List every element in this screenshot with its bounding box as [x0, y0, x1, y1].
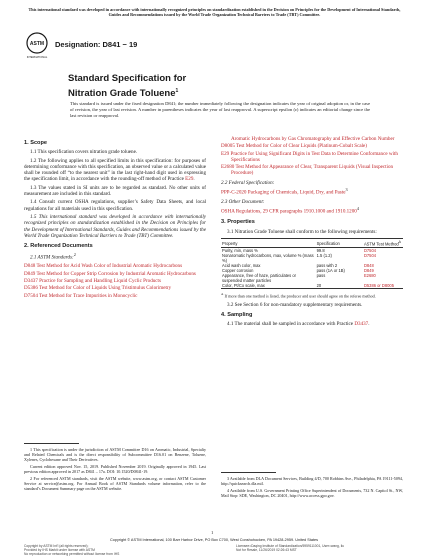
- footnotes-right: [221, 476, 403, 500]
- link-d849[interactable]: D849: [24, 270, 36, 277]
- cell-spec: 1.5 (1.2): [316, 253, 332, 259]
- reference-title[interactable]: Test Method for Trace Impurities in Monocyclic: [37, 292, 138, 299]
- cell-spec: pass with 2: [316, 263, 338, 269]
- para-1-4: 1.4 Consult current OSHA regulations, supplier’s Safety Data Sheets, and local regulations for all materials used in this specification.: [24, 199, 206, 212]
- footnote-rule-right: [221, 472, 276, 473]
- cell-property: Nonaromatic hydrocarbons, max, volume % (mass %): [222, 253, 314, 264]
- cell-property: Purity, min, mass %: [222, 248, 258, 254]
- reference-title[interactable]: Test Method for Copper Strip Corrosion by Industrial Aromatic Hydrocarbons: [35, 270, 196, 277]
- section-properties-heading: 3. Properties: [221, 219, 255, 226]
- reference-item: [24, 263, 206, 269]
- cell-property: Copper corrosion: [222, 268, 254, 274]
- left-column: [24, 136, 206, 300]
- federal-spec-item: [221, 187, 403, 196]
- para-1-5: 1.5 This international standard was developed in accordance with internationally recognized principles on standardization established in the Decision on Principles for the Development of International Standards, Guides and Recommendations issued by the World Trade Organization Technical Barriers to Trade (TBT) Committee.: [24, 213, 206, 239]
- astm-logo: [26, 32, 48, 60]
- title-line-2: [68, 85, 368, 100]
- para-1-3: 1.3 The values stated in SI units are to be regarded as standard. No other units of measurement are included in this standard.: [24, 184, 206, 198]
- reference-item: [24, 285, 206, 291]
- reference-continuation[interactable]: Aromatic Hydrocarbons by Gas Chromatography and Effective Carbon Number: [231, 136, 395, 142]
- link-osha[interactable]: OSHA Regulations, 29 CFR paragraphs 1910.1000 and 1910.1200: [221, 209, 357, 216]
- footnote-1-edition: Current edition approved Nov. 15, 2019. Published November 2019. Originally approved in 1945. Last previous edition approved in 2017 as D841 – 17a. DOI: 10.1520/D0841-19.: [24, 464, 206, 474]
- title-footnote-marker: 1: [175, 88, 179, 94]
- reference-item: [24, 278, 206, 284]
- tbt-banner: This international standard was developed in accordance with internationally recognized principles on standardization established in the Decision on Principles for the Development of International Standards, Guides and Recommendations issued by the World Trade Organization Technical Barriers to Trade (TBT) Committee.: [28, 7, 401, 18]
- cell-method-link[interactable]: D7504: [363, 253, 377, 259]
- para-1-1: 1.1 This specification covers nitration grade toluene.: [30, 149, 138, 156]
- reference-item: [24, 293, 206, 299]
- reference-list: [24, 263, 206, 298]
- table-row: [221, 283, 403, 289]
- table-footnote-marker: A: [398, 239, 401, 244]
- footnote-marker-3: 3: [345, 187, 348, 193]
- footnote-rule-left: [24, 443, 79, 444]
- footnote-marker-2: 2: [73, 252, 76, 258]
- footnote-4: 4 Available from U.S. Government Printing Office Superintendent of Documents, 732 N. Capitol St., NW, Mail Stop: SDE, Washington, DC 20401, http://www.access.gpo.gov.: [221, 488, 403, 498]
- section-sampling-heading: 4. Sampling: [221, 311, 253, 318]
- reference-title[interactable]: Test Method for Color of Clear Liquids (Platinum-Cobalt Scale): [234, 143, 367, 150]
- right-column: [221, 136, 403, 330]
- table-row: [221, 253, 403, 263]
- section-referenced-docs-heading: 2. Referenced Documents: [24, 243, 93, 250]
- cell-method-link[interactable]: D848: [363, 263, 374, 269]
- col-header-method-text: ASTM Test Method: [363, 241, 399, 247]
- cell-property: Appearance, free of haze, particulates or suspended matter particles: [222, 273, 296, 284]
- copyright-line: Copyright © ASTM International, 100 Barr Harbor Drive, PO Box C700, West Conshohocken, PA 19428-2959. United States: [109, 538, 318, 542]
- document-title: [68, 73, 368, 100]
- link-ppp-c-2020[interactable]: PPP-C-2020 Packaging of Chemicals, Liquid, Dry, and Paste: [221, 189, 346, 196]
- page-number: 1: [211, 530, 214, 535]
- reference-item: [221, 143, 403, 149]
- reference-title[interactable]: Practice for Sampling and Handling Liquid Cyclic Products: [37, 278, 161, 285]
- footnote-marker-4: 4: [356, 206, 359, 212]
- link-e29[interactable]: E29: [185, 176, 194, 183]
- link-d3437[interactable]: D3437: [24, 278, 38, 285]
- cell-spec: 20: [316, 283, 322, 289]
- issuance-note: This standard is issued under the fixed designation D841; the number immediately following the designation indicates the year of original adoption or, in the case of revision, the year of last revision. A number in parentheses indicates the year of last reapproval. A superscript epsilon (ε) indicates an editorial change since the last revision or reapproval.: [70, 101, 370, 118]
- reference-title[interactable]: Practice for Using Significant Digits in Test Data to Determine Conformance with Specifications: [229, 150, 398, 163]
- para-2-3: 2.3 Other Document:: [221, 199, 265, 206]
- table-row: [221, 273, 403, 283]
- footnote-3: 3 Available from DLA Document Services, Building 4/D, 700 Robbins Ave., Philadelphia, PA 19111-5094, http://quicksearch.dla.mil.: [221, 476, 403, 486]
- footnotes-left: [24, 447, 206, 493]
- section-scope-heading: 1. Scope: [24, 140, 48, 146]
- reference-item: [221, 164, 403, 177]
- link-d848[interactable]: D848: [24, 263, 36, 270]
- table-note-text: If more than one method is listed, the producer and user should agree on the referee method.: [223, 293, 376, 299]
- link-d3437-sampling[interactable]: D3437: [354, 321, 369, 328]
- link-e29-ref[interactable]: E29: [221, 150, 230, 157]
- designation: Designation: D841 − 19: [55, 40, 138, 49]
- para-2-1: [24, 252, 206, 261]
- para-2-2: 2.2 Federal Specification:: [221, 179, 275, 186]
- para-2-1-text: 2.1 ASTM Standards:: [30, 255, 74, 262]
- para-3-1: 3.1 Nitration Grade Toluene shall conform to the following requirements:: [227, 228, 377, 235]
- footnote-2: 2 For referenced ASTM standards, visit the ASTM website, www.astm.org, or contact ASTM Customer Service at service@astm.org. For Annual Book of ASTM Standards volume information, refer to the standard’s Document Summary page on the ASTM website.: [24, 476, 206, 491]
- requirements-table: [221, 238, 403, 289]
- license-right: Licensee=Daqing Institute of Standardization/5959111001, User=wang, liu Not for Resale, 11/26/2019 02:26:43 MST: [236, 544, 345, 552]
- table-note: [221, 292, 403, 298]
- link-d8005[interactable]: D8005: [221, 143, 235, 150]
- para-3-2: 3.2 See Section 6 for non-mandatory supplementary requirements.: [227, 301, 363, 308]
- logo-text: ASTM: [29, 41, 45, 47]
- para-4-1: 4.1 The material shall be sampled in accordance with Practice D3437.: [227, 321, 370, 328]
- cell-method-link[interactable]: D849: [363, 268, 374, 274]
- logo-subtext: INTERNATIONAL: [26, 56, 48, 59]
- cell-spec: pass: [316, 273, 326, 279]
- license-left: Copyright by ASTM Int'l (all rights reserved); Provided by IHS Markit under license with ASTM No reproduction or networking permitted without license from IHS: [24, 544, 120, 556]
- para-1-2-text: 1.2 The following applies to all specified limits in this specification: for purposes of determining conformance with this specification, an observed value or a calculated value shall be rounded off “to the nearest unit” in the last right-hand digit used in expressing the specification limit, in accordance with the rounding-off method of Practice: [24, 157, 206, 183]
- link-d7504[interactable]: D7504: [24, 292, 38, 299]
- table-note-marker: A: [221, 292, 224, 297]
- cell-property: Acid wash color, max: [222, 263, 261, 269]
- col-header-specification: Specification: [316, 238, 363, 247]
- title-line-2-text: Nitration Grade Toluene: [68, 88, 176, 100]
- reference-item: [24, 271, 206, 277]
- title-line-1: Standard Specification for: [68, 73, 187, 84]
- osha-item: [221, 206, 403, 215]
- table-header-row: [221, 238, 403, 247]
- cell-method-link[interactable]: D7504: [363, 248, 377, 254]
- cell-method-link[interactable]: D5386 or D8005: [363, 283, 394, 289]
- link-e2680[interactable]: E2680: [221, 164, 235, 171]
- cell-method-link[interactable]: E2680: [363, 273, 376, 279]
- col-header-property: Property: [221, 238, 316, 247]
- footnote-1: 1 This specification is under the jurisdiction of ASTM Committee D16 on Aromatic, Industrial, Specialty and Related Chemicals and is the direct responsibility of Subcommittee D16.01 on Benzene, Toluene, Xylenes, Cyclohexane and Their Derivatives.: [24, 447, 206, 462]
- cell-spec: pass (1A or 1B): [316, 268, 345, 274]
- para-1-2: 1.2 The following applies to all specified limits in this specification: for purposes of determining conformance with this specification, an observed value or a calculated value shall be rounded off “to the nearest unit” in the last right-hand digit used in expressing the specification limit, in accordance with the rounding-off method of Practice E29.: [24, 157, 206, 183]
- cell-spec: 99.8: [316, 248, 325, 254]
- reference-title[interactable]: Test Method for Color of Liquids Using Tristimulus Colorimetry: [37, 285, 172, 292]
- col-header-method: [363, 238, 403, 247]
- reference-title[interactable]: Test Method for Appearance of Clear, Transparent Liquids (Visual Inspection Procedure): [231, 164, 394, 177]
- reference-title[interactable]: Test Method for Acid Wash Color of Industrial Aromatic Hydrocarbons: [35, 263, 183, 270]
- para-4-1-text: 4.1 The material shall be sampled in accordance with Practice: [227, 321, 355, 328]
- reference-item: [221, 151, 403, 164]
- link-d5386[interactable]: D5386: [24, 285, 38, 292]
- cell-property: Color, Pt/Co scale, max: [222, 283, 265, 289]
